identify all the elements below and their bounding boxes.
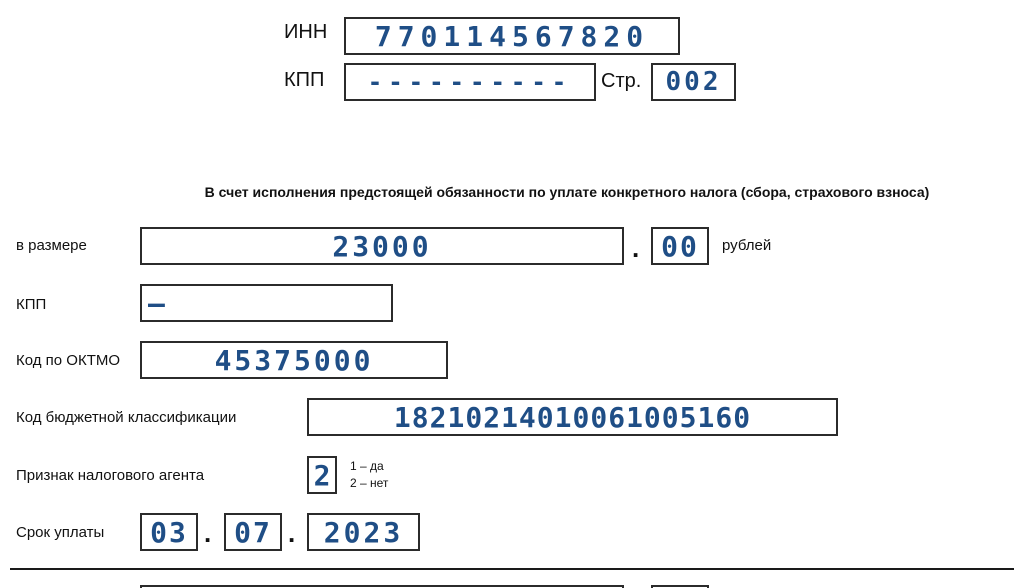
kpp-label: КПП <box>16 296 47 313</box>
due-month-field[interactable]: 07 <box>224 513 282 551</box>
amount-kopecks-field[interactable]: 00 <box>651 227 709 265</box>
due-year-field[interactable]: 2023 <box>307 513 420 551</box>
amount-rubles-field[interactable]: 23000 <box>140 227 624 265</box>
header-kpp-field[interactable]: ---------- <box>344 63 596 101</box>
page-number-label: Стр. <box>601 70 642 92</box>
amount-unit: рублей <box>722 237 772 254</box>
decimal-separator: . <box>632 233 640 263</box>
amount-label: в размере <box>16 237 87 254</box>
kpp-field[interactable]: – <box>140 284 393 322</box>
oktmo-field[interactable]: 45375000 <box>140 341 448 379</box>
page-number-field[interactable]: 002 <box>651 63 736 101</box>
header-kpp-label: КПП <box>284 69 325 91</box>
inn-field[interactable]: 770114567820 <box>344 17 680 55</box>
due-day-field[interactable]: 03 <box>140 513 198 551</box>
section-divider <box>10 568 1014 570</box>
date-separator-1: . <box>204 518 212 548</box>
kbk-label: Код бюджетной классификации <box>16 409 237 426</box>
oktmo-label: Код по ОКТМО <box>16 352 121 369</box>
section-title: В счет исполнения предстоящей обязанности по уплате конкретного налога (сбора, страхового взноса) <box>204 184 930 200</box>
tax-agent-field[interactable]: 2 <box>307 456 337 494</box>
kbk-field[interactable]: 18210214010061005160 <box>307 398 838 436</box>
tax-agent-label: Признак налогового агента <box>16 467 205 484</box>
due-date-label: Срок уплаты <box>16 524 105 541</box>
date-separator-2: . <box>288 518 296 548</box>
tax-agent-option-yes: 1 – да <box>350 459 384 473</box>
tax-agent-option-no: 2 – нет <box>350 476 389 490</box>
inn-label: ИНН <box>284 21 328 43</box>
